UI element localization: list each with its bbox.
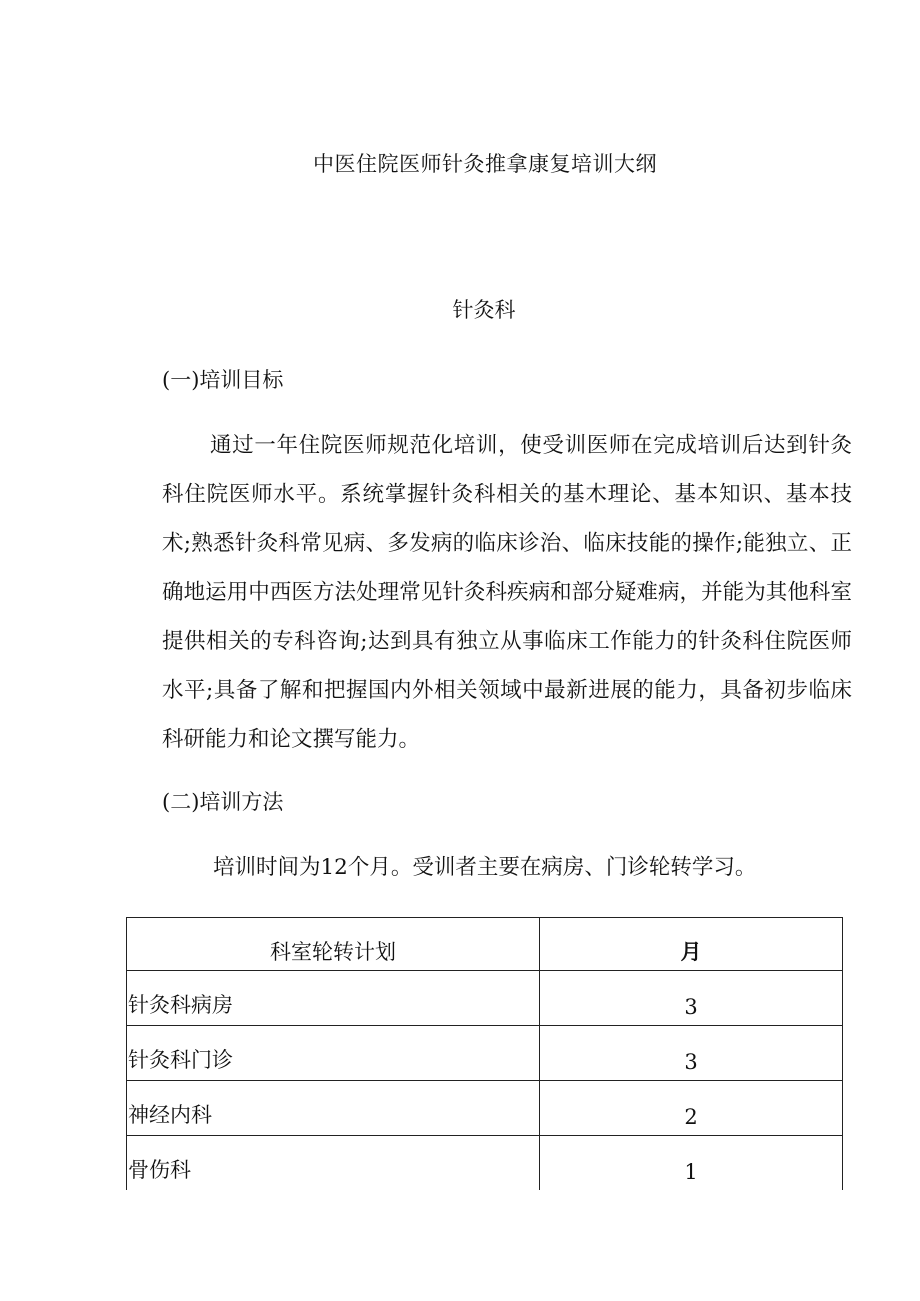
rotation-plan-table bbox=[126, 917, 843, 1190]
department-name-cell: 针灸科病房 bbox=[127, 971, 540, 1026]
document-title: 中医住院医师针灸推拿康复培训大纲 bbox=[313, 152, 657, 176]
column-header-rotation-plan: 科室轮转计划 bbox=[127, 918, 540, 971]
department-heading: 针灸科 bbox=[452, 298, 516, 322]
month-count-cell: 3 bbox=[540, 1026, 843, 1081]
table-row bbox=[127, 1026, 843, 1081]
department-name-cell: 针灸科门诊 bbox=[127, 1026, 540, 1081]
section-heading-training-goals: (一)培训目标 bbox=[162, 368, 284, 392]
department-name-cell: 神经内科 bbox=[127, 1081, 540, 1136]
table-row bbox=[127, 1081, 843, 1136]
month-count-cell: 1 bbox=[540, 1136, 843, 1191]
column-header-month: 月 bbox=[540, 918, 843, 971]
month-count-cell: 2 bbox=[540, 1081, 843, 1136]
table-row bbox=[127, 1136, 843, 1191]
training-goals-paragraph: 通过一年住院医师规范化培训，使受训医师在完成培训后达到针灸科住院医师水平。系统掌握针灸科相关的基木理论、基本知识、基本技术;熟悉针灸科常见病、多发病的临床诊治、临床技能的操作;能独立、正确地运用中西医方法处理常见针灸科疾病和部分疑难病，并能为其他科室提供相关的专科咨询;达到具有独立从事临床工作能力的针灸科住院医师水平;具备了解和把握国内外相关领域中最新进展的能力，具备初步临床科研能力和论文撰写能力。 bbox=[162, 433, 852, 752]
month-count-cell: 3 bbox=[540, 971, 843, 1026]
table-row bbox=[127, 971, 843, 1026]
table-header-row bbox=[127, 918, 843, 971]
training-methods-paragraph: 培训时间为12个月。受训者主要在病房、门诊轮转学习。 bbox=[213, 855, 757, 880]
department-name-cell: 骨伤科 bbox=[127, 1136, 540, 1191]
section-heading-training-methods: (二)培训方法 bbox=[162, 790, 284, 814]
